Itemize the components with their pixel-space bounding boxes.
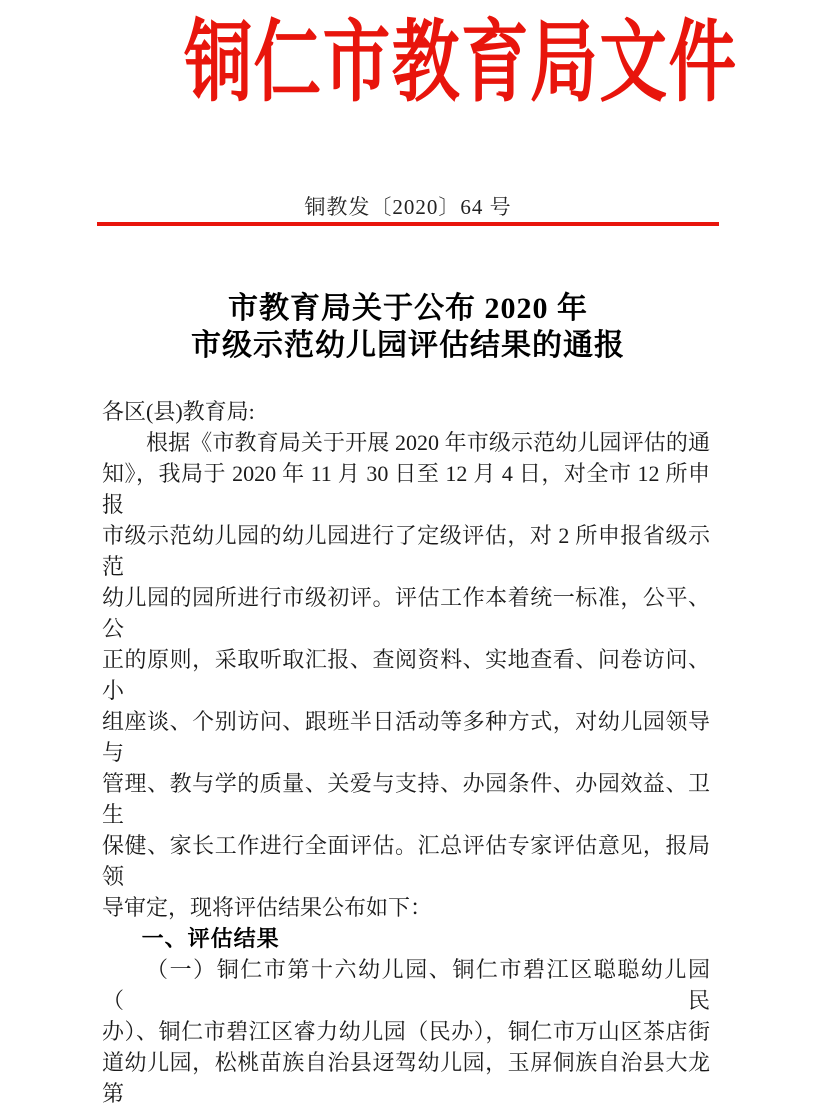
text-line: 根据《市教育局关于开展 2020 年市级示范幼儿园评估的通: [146, 430, 710, 455]
red-divider-line: [97, 222, 719, 226]
text-line: 办）、铜仁市碧江区睿力幼儿园（民办），铜仁市万山区茶店街: [102, 1019, 710, 1044]
document-body: [102, 396, 710, 1109]
text-line: 导审定，现将评估结果公布如下：: [102, 895, 433, 920]
text-line: 知》，我局于 2020 年 11 月 30 日至 12 月 4 日，对全市 12 所申报: [102, 461, 710, 517]
document-title-line2: 市级示范幼儿园评估结果的通报: [191, 329, 625, 362]
text-line: 幼儿园的园所进行市级初评。评估工作本着统一标准，公平、公: [102, 585, 710, 641]
text-line: 市级示范幼儿园的幼儿园进行了定级评估，对 2 所申报省级示范: [102, 523, 710, 579]
document-title: [97, 290, 719, 364]
text-line: 管理、教与学的质量、关爱与支持、办园条件、办园效益、卫生: [102, 771, 710, 827]
text-line: （一）铜仁市第十六幼儿园、铜仁市碧江区聪聪幼儿园（民: [102, 957, 710, 1013]
doc-number: 铜教发〔2020〕64 号: [304, 195, 512, 219]
text-line: 正的原则，采取听取汇报、查阅资料、实地查看、问卷访问、小: [102, 647, 710, 703]
masthead: [97, 15, 738, 113]
document-title-line1: 市教育局关于公布 2020 年: [228, 292, 588, 325]
salutation: 各区(县)教育局:: [102, 399, 255, 424]
paragraph-2: [102, 954, 710, 1109]
section-heading: 一、评估结果: [141, 926, 280, 951]
paragraph-1: [102, 427, 710, 923]
masthead-title: 铜仁市教育局文件: [184, 15, 738, 113]
text-line: 保健、家长工作进行全面评估。汇总评估专家评估意见，报局领: [102, 833, 710, 889]
text-line: 道幼儿园，松桃苗族自治县迓驾幼儿园，玉屏侗族自治县大龙第: [102, 1050, 710, 1106]
text-line: 组座谈、个别访问、跟班半日活动等多种方式，对幼儿园领导与: [102, 709, 710, 765]
